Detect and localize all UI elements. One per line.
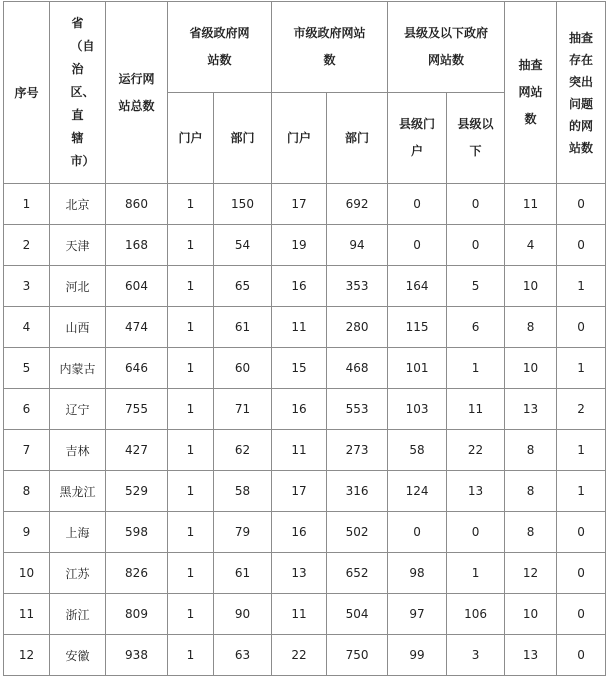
cell-below-county: 5 xyxy=(447,266,505,307)
cell-city-portal: 15 xyxy=(272,348,327,389)
cell-city-dept: 692 xyxy=(327,184,388,225)
cell-problem: 0 xyxy=(557,184,606,225)
cell-total: 755 xyxy=(106,389,168,430)
table-row xyxy=(4,225,606,266)
table-row xyxy=(4,635,606,676)
header-prov-dept: 部门 xyxy=(214,93,272,184)
table-body xyxy=(4,184,606,676)
cell-prov-dept: 61 xyxy=(214,307,272,348)
cell-total: 168 xyxy=(106,225,168,266)
cell-seq: 11 xyxy=(4,594,50,635)
cell-city-portal: 17 xyxy=(272,471,327,512)
cell-below-county: 6 xyxy=(447,307,505,348)
cell-total: 604 xyxy=(106,266,168,307)
cell-prov-dept: 65 xyxy=(214,266,272,307)
cell-sampled: 11 xyxy=(505,184,557,225)
cell-seq: 9 xyxy=(4,512,50,553)
table-row xyxy=(4,512,606,553)
cell-prov-dept: 79 xyxy=(214,512,272,553)
cell-city-portal: 11 xyxy=(272,594,327,635)
cell-province: 北京 xyxy=(50,184,106,225)
cell-city-portal: 11 xyxy=(272,307,327,348)
cell-total: 427 xyxy=(106,430,168,471)
cell-below-county: 1 xyxy=(447,348,505,389)
header-city-portal: 门户 xyxy=(272,93,327,184)
cell-total: 938 xyxy=(106,635,168,676)
header-problem: 抽查存在突出问题的网站数 xyxy=(557,2,606,184)
cell-province: 吉林 xyxy=(50,430,106,471)
cell-province: 上海 xyxy=(50,512,106,553)
cell-seq: 2 xyxy=(4,225,50,266)
cell-province: 河北 xyxy=(50,266,106,307)
cell-province: 黑龙江 xyxy=(50,471,106,512)
cell-city-dept: 353 xyxy=(327,266,388,307)
table-row xyxy=(4,553,606,594)
cell-problem: 0 xyxy=(557,307,606,348)
cell-city-dept: 280 xyxy=(327,307,388,348)
cell-below-county: 22 xyxy=(447,430,505,471)
cell-province: 内蒙古 xyxy=(50,348,106,389)
cell-city-portal: 11 xyxy=(272,430,327,471)
cell-prov-portal: 1 xyxy=(168,184,214,225)
cell-problem: 0 xyxy=(557,635,606,676)
cell-problem: 1 xyxy=(557,266,606,307)
cell-city-dept: 652 xyxy=(327,553,388,594)
cell-below-county: 0 xyxy=(447,225,505,266)
cell-seq: 12 xyxy=(4,635,50,676)
cell-city-portal: 16 xyxy=(272,389,327,430)
header-province-gov: 省级政府网站数 xyxy=(168,2,272,93)
table-row xyxy=(4,389,606,430)
cell-prov-portal: 1 xyxy=(168,594,214,635)
cell-below-county: 3 xyxy=(447,635,505,676)
header-county-portal: 县级门户 xyxy=(388,93,447,184)
cell-total: 646 xyxy=(106,348,168,389)
cell-prov-portal: 1 xyxy=(168,430,214,471)
cell-city-dept: 316 xyxy=(327,471,388,512)
cell-prov-portal: 1 xyxy=(168,266,214,307)
cell-below-county: 0 xyxy=(447,512,505,553)
cell-prov-portal: 1 xyxy=(168,553,214,594)
cell-seq: 3 xyxy=(4,266,50,307)
cell-prov-portal: 1 xyxy=(168,389,214,430)
cell-county-portal: 124 xyxy=(388,471,447,512)
cell-sampled: 13 xyxy=(505,389,557,430)
cell-prov-dept: 60 xyxy=(214,348,272,389)
header-below-county: 县级以下 xyxy=(447,93,505,184)
cell-county-portal: 58 xyxy=(388,430,447,471)
header-sampled: 抽查网站数 xyxy=(505,2,557,184)
header-province: 省（自治区、直辖市） xyxy=(50,2,106,184)
cell-province: 山西 xyxy=(50,307,106,348)
cell-problem: 1 xyxy=(557,430,606,471)
table-row xyxy=(4,430,606,471)
cell-province: 安徽 xyxy=(50,635,106,676)
cell-city-dept: 94 xyxy=(327,225,388,266)
cell-city-portal: 16 xyxy=(272,512,327,553)
cell-county-portal: 164 xyxy=(388,266,447,307)
cell-sampled: 8 xyxy=(505,307,557,348)
cell-problem: 2 xyxy=(557,389,606,430)
cell-below-county: 1 xyxy=(447,553,505,594)
table-row xyxy=(4,184,606,225)
cell-prov-portal: 1 xyxy=(168,471,214,512)
cell-prov-dept: 63 xyxy=(214,635,272,676)
cell-city-dept: 504 xyxy=(327,594,388,635)
cell-province: 浙江 xyxy=(50,594,106,635)
cell-total: 826 xyxy=(106,553,168,594)
cell-prov-dept: 150 xyxy=(214,184,272,225)
cell-below-county: 106 xyxy=(447,594,505,635)
table-row xyxy=(4,594,606,635)
cell-city-portal: 17 xyxy=(272,184,327,225)
cell-total: 860 xyxy=(106,184,168,225)
cell-county-portal: 0 xyxy=(388,184,447,225)
cell-city-dept: 750 xyxy=(327,635,388,676)
cell-province: 天津 xyxy=(50,225,106,266)
cell-city-dept: 553 xyxy=(327,389,388,430)
cell-county-portal: 0 xyxy=(388,512,447,553)
cell-sampled: 4 xyxy=(505,225,557,266)
table-row xyxy=(4,348,606,389)
header-city-gov: 市级政府网站数 xyxy=(272,2,388,93)
cell-county-portal: 98 xyxy=(388,553,447,594)
cell-below-county: 11 xyxy=(447,389,505,430)
cell-county-portal: 97 xyxy=(388,594,447,635)
cell-problem: 0 xyxy=(557,225,606,266)
cell-sampled: 10 xyxy=(505,348,557,389)
header-county-gov: 县级及以下政府网站数 xyxy=(388,2,505,93)
header-total: 运行网站总数 xyxy=(106,2,168,184)
cell-prov-dept: 54 xyxy=(214,225,272,266)
cell-total: 529 xyxy=(106,471,168,512)
header-prov-portal: 门户 xyxy=(168,93,214,184)
cell-sampled: 8 xyxy=(505,471,557,512)
cell-sampled: 8 xyxy=(505,430,557,471)
cell-total: 474 xyxy=(106,307,168,348)
cell-prov-dept: 58 xyxy=(214,471,272,512)
cell-city-portal: 22 xyxy=(272,635,327,676)
cell-city-dept: 273 xyxy=(327,430,388,471)
cell-city-portal: 19 xyxy=(272,225,327,266)
cell-prov-portal: 1 xyxy=(168,307,214,348)
cell-city-portal: 13 xyxy=(272,553,327,594)
cell-sampled: 10 xyxy=(505,594,557,635)
cell-problem: 0 xyxy=(557,594,606,635)
cell-prov-dept: 71 xyxy=(214,389,272,430)
table-row xyxy=(4,471,606,512)
cell-province: 江苏 xyxy=(50,553,106,594)
cell-problem: 0 xyxy=(557,512,606,553)
cell-county-portal: 115 xyxy=(388,307,447,348)
cell-county-portal: 103 xyxy=(388,389,447,430)
cell-seq: 10 xyxy=(4,553,50,594)
cell-prov-portal: 1 xyxy=(168,512,214,553)
cell-seq: 5 xyxy=(4,348,50,389)
cell-total: 598 xyxy=(106,512,168,553)
header-seq: 序号 xyxy=(4,2,50,184)
header-city-dept: 部门 xyxy=(327,93,388,184)
cell-prov-dept: 90 xyxy=(214,594,272,635)
cell-prov-portal: 1 xyxy=(168,348,214,389)
cell-city-dept: 468 xyxy=(327,348,388,389)
cell-total: 809 xyxy=(106,594,168,635)
cell-seq: 4 xyxy=(4,307,50,348)
cell-seq: 1 xyxy=(4,184,50,225)
cell-problem: 1 xyxy=(557,471,606,512)
cell-prov-dept: 61 xyxy=(214,553,272,594)
cell-prov-dept: 62 xyxy=(214,430,272,471)
website-stats-table xyxy=(3,1,606,676)
cell-prov-portal: 1 xyxy=(168,635,214,676)
cell-county-portal: 99 xyxy=(388,635,447,676)
cell-province: 辽宁 xyxy=(50,389,106,430)
cell-sampled: 13 xyxy=(505,635,557,676)
cell-seq: 6 xyxy=(4,389,50,430)
cell-problem: 1 xyxy=(557,348,606,389)
cell-county-portal: 0 xyxy=(388,225,447,266)
cell-below-county: 0 xyxy=(447,184,505,225)
cell-below-county: 13 xyxy=(447,471,505,512)
cell-problem: 0 xyxy=(557,553,606,594)
table-row xyxy=(4,266,606,307)
cell-prov-portal: 1 xyxy=(168,225,214,266)
cell-county-portal: 101 xyxy=(388,348,447,389)
cell-sampled: 12 xyxy=(505,553,557,594)
cell-sampled: 8 xyxy=(505,512,557,553)
cell-sampled: 10 xyxy=(505,266,557,307)
cell-seq: 8 xyxy=(4,471,50,512)
cell-seq: 7 xyxy=(4,430,50,471)
cell-city-portal: 16 xyxy=(272,266,327,307)
table-row xyxy=(4,307,606,348)
cell-city-dept: 502 xyxy=(327,512,388,553)
